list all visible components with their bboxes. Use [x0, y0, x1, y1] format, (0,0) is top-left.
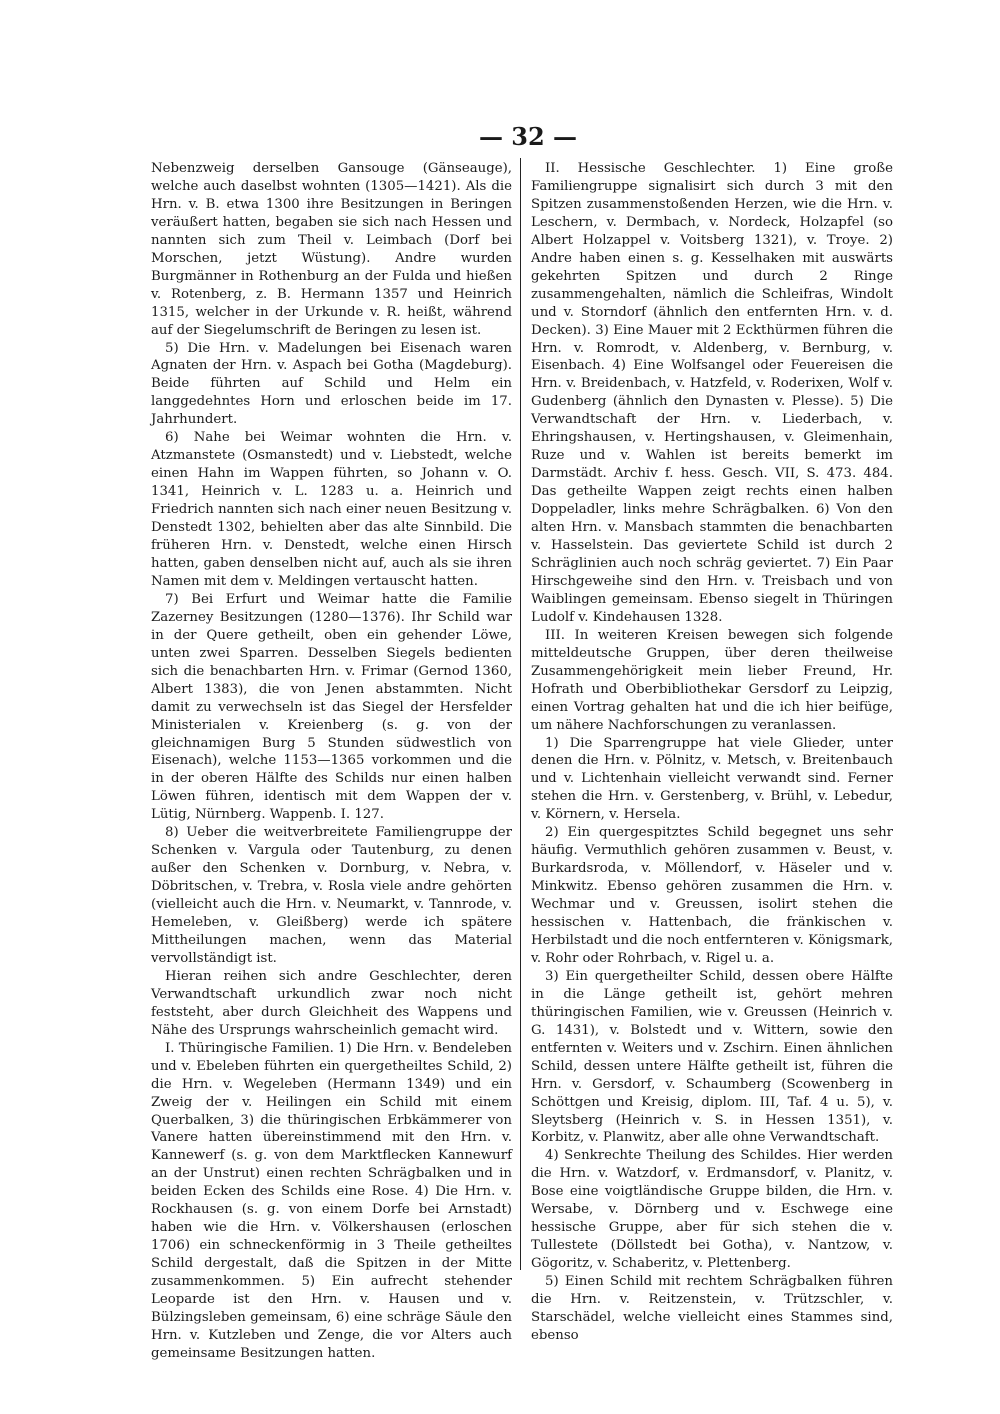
page-header — [0, 122, 1000, 152]
left-column — [151, 160, 512, 1363]
paragraph-right-3: 1) Die Sparrengruppe hat viele Glieder, unter denen die Hrn. v. Pölnitz, v. Metsch, v. Breitenbauch und v. Lichtenhain vielleicht verwandt sind. Ferner stehen die Hrn. v. Gerstenberg, v. Brühl, v. Lebedur, v. Körnern, v. Hersela. — [531, 735, 893, 823]
right-column — [531, 160, 893, 1345]
paragraph-left-6: Hieran reihen sich andre Geschlechter, deren Verwandtschaft urkundlich zwar noch nicht feststeht, aber durch Gleichheit des Wappens und Nähe des Ursprungs wahrscheinlich gemacht wird. — [151, 968, 512, 1038]
paragraph-left-3: 6) Nahe bei Weimar wohnten die Hrn. v. Atzmanstete (Osmanstedt) und v. Liebstedt, welche einen Hahn im Wappen führten, so Johann v. O. 1341, Heinrich v. L. 1283 u. a. Heinrich und Friedrich nannten sich nach einer neuen Besitzung v. Denstedt 1302, behielten aber das alte Sinnbild. Die früheren Hrn. v. Denstedt, welche einen Hirsch hatten, gaben denselben nicht auf, auch als sie ihren Namen mit dem v. Meldingen vertauscht hatten. — [151, 430, 512, 589]
paragraph-left-1: Nebenzweig derselben Gansouge (Gänseauge), welche auch daselbst wohnten (1305—1421). Als die Hrn. v. B. etwa 1300 ihre Besitzungen in Beringen veräußert hatten, begaben sie sich nach Hessen und nannten sich zum Theil v. Leimbach (Dorf bei Morschen, jetzt Wüstung). Andre wurden Burgmänner in Rothenburg an der Fulda und hießen v. Rotenberg, z. B. Hermann 1357 und Heinrich 1315, welcher in der Urkunde v. R. heißt, während auf der Siegelumschrift de Beringen zu lesen ist. — [151, 161, 512, 338]
paragraph-right-5: 3) Ein quergetheilter Schild, dessen obere Hälfte in die Länge getheilt ist, gehört mehren thüringischen Familien, wie v. Greussen (Heinrich v. G. 1431), v. Bolstedt und v. Wittern, sowie den entfernten v. Weiters und v. Zschirn. Einen ähnlichen Schild, dessen untere Hälfte getheilt ist, führen die Hrn. v. Gersdorf, v. Schaumberg (Scowenberg in Schöttgen und Kreisig, diplom. III, Taf. 4 u. 5), v. Sleytsberg (Heinrich v. S. in Hessen 1351), v. Korbitz, v. Planwitz, aber alle ohne Verwandtschaft. — [531, 968, 893, 1146]
paragraph-right-1: II. Hessische Geschlechter. 1) Eine große Familiengruppe signalisirt sich durch 3 mit den Spitzen zusammenstoßenden Herzen, wie die Hrn. v. Leschern, v. Dermbach, v. Nordeck, Holzapfel (so Albert Holzappel v. Voitsberg 1321), v. Troye. 2) Andre haben einen s. g. Kesselhaken mit auswärts gekehrten Spitzen und durch 2 Ringe zusammengehalten, nämlich die Schleifras, Windolt und v. Storndorf (ähnlich den entfernten Hrn. v. d. Decken). 3) Eine Mauer mit 2 Eckthürmen führen die Hrn. v. Romrodt, v. Aldenberg, v. Bernburg, v. Eisenbach. 4) Eine Wolfsangel oder Feuereisen die Hrn. v. Breidenbach, v. Hatzfeld, v. Roderixen, Wolf v. Gudenberg (ähnlich den Dynasten v. Plesse). 5) Die Verwandtschaft der Hrn. v. Liederbach, v. Ehringshausen, v. Hertingshausen, v. Gleimenhain, Ruze und v. Wahlen ist bereits bemerkt im Darmstädt. Archiv f. hess. Gesch. VII, S. 473. 484. Das getheilte Wappen zeigt rechts einen halben Doppeladler, links mehre Schrägbalken. 6) Von den alten Hrn. v. Mansbach stammten die benachbarten v. Hasselstein. Das geviertete Schild ist durch 2 Schräglinien auch noch schräg geviertet. 7) Ein Paar Hirschgeweihe sind den Hrn. v. Treisbach und von Waiblingen gemeinsam. Ebenso siegelt in Thüringen Ludolf v. Kindehausen 1328. — [531, 161, 893, 625]
paragraph-left-4: 7) Bei Erfurt und Weimar hatte die Familie Zazerney Besitzungen (1280—1376). Ihr Schild war in der Quere getheilt, oben ein gehender Löwe, unten zwei Sparren. Desselben Siegels bedienten sich die benachbarten Hrn. v. Frimar (Gernod 1360, Albert 1383), die von Jenen abstammten. Nicht damit zu verwechseln ist das Siegel der Hersfelder Ministerialen v. Kreienberg (s. g. von der gleichnamigen Burg 5 Stunden südwestlich von Eisenach), welche 1153—1365 vorkommen und die in der oberen Hälfte des Schilds nur einen halben Löwen führen, identisch mit dem Wappen der v. Lütig, Nürnberg. Wappenb. I. 127. — [151, 591, 512, 823]
paragraph-right-2: III. In weiteren Kreisen bewegen sich folgende mitteldeutsche Gruppen, über deren theilweise Zusammengehörigkeit mein lieber Freund, Hr. Hofrath und Oberbibliothekar Gersdorf zu Leipzig, einen Vortrag gehalten hat und die ich hier beifüge, um nähere Nachforschungen zu veranlassen. — [531, 627, 893, 733]
paragraph-left-7: I. Thüringische Familien. 1) Die Hrn. v. Bendeleben und v. Ebeleben führten ein quergetheiltes Schild, 2) die Hrn. v. Wegeleben (Hermann 1349) und ein Zweig der v. Heilingen ein Schild mit einem Querbalken, 3) die thüringischen Erbkämmerer von Vanere hatten übereinstimmend mit den Hrn. v. Kannewerf (s. g. von dem Marktflecken Kannewurf an der Unstrut) einen rechten Schrägbalken und in beiden Ecken des Schilds eine Rose. 4) Die Hrn. v. Rockhausen (s. g. von einem Dorfe bei Arnstadt) haben wie die Hrn. v. Völkershausen (erloschen 1706) ein schneckenförmig in 3 Theile getheiltes Schild dergestalt, daß die Spitzen in der Mitte zusammenkommen. 5) Ein aufrecht stehender Leoparde ist den Hrn. v. Hausen und v. Bülzingsleben gemeinsam, 6) eine schräge Säule den Hrn. v. Kutzleben und Zenge, die vor Alters auch gemeinsame Besitzungen hatten. — [151, 1040, 512, 1361]
page-number: — 32 — — [478, 122, 578, 151]
paragraph-left-5: 8) Ueber die weitverbreitete Familiengruppe der Schenken v. Vargula oder Tautenburg, zu denen außer den Schenken v. Dornburg, v. Nebra, v. Döbritschen, v. Trebra, v. Rosla viele andre gehörten (vielleicht auch die Hrn. v. Neumarkt, v. Tannrode, v. Hemeleben, v. Gleißberg) werde ich spätere Mittheilungen machen, wenn das Material vervollständigt ist. — [151, 825, 512, 966]
paragraph-right-4: 2) Ein quergespitztes Schild begegnet uns sehr häufig. Vermuthlich gehören zusammen v. Beust, v. Burkardsroda, v. Möllendorf, v. Häseler und v. Minkwitz. Ebenso gehören zusammen die Hrn. v. Wechmar und v. Greussen, isolirt stehen die hessischen v. Hattenbach, die fränkischen v. Herbilstadt und die noch entfernteren v. Königsmark, v. Rohr oder Rohrbach, v. Rigel u. a. — [531, 825, 893, 966]
paragraph-left-2: 5) Die Hrn. v. Madelungen bei Eisenach waren Agnaten der Hrn. v. Aspach bei Gotha (Magdeburg). Beide führten auf Schild und Helm ein langgedehntes Horn und erloschen beide im 17. Jahrhundert. — [151, 340, 512, 428]
paragraph-right-6: 4) Senkrechte Theilung des Schildes. Hier werden die Hrn. v. Watzdorf, v. Erdmansdorf, v. Planitz, v. Bose eine voigtländische Gruppe bilden, die Hrn. v. Wersabe, v. Dörnberg und v. Eschwege eine hessische Gruppe, aber für sich stehen die v. Tullestete (Döllstedt bei Gotha), v. Nantzow, v. Gögoritz, v. Schaberitz, v. Plettenberg. — [531, 1148, 893, 1272]
column-divider — [520, 158, 521, 1270]
paragraph-right-7: 5) Einen Schild mit rechtem Schrägbalken führen die Hrn. v. Reitzenstein, v. Trützschler, v. Starschädel, welche vielleicht eines Stammes sind, ebenso — [531, 1274, 893, 1343]
